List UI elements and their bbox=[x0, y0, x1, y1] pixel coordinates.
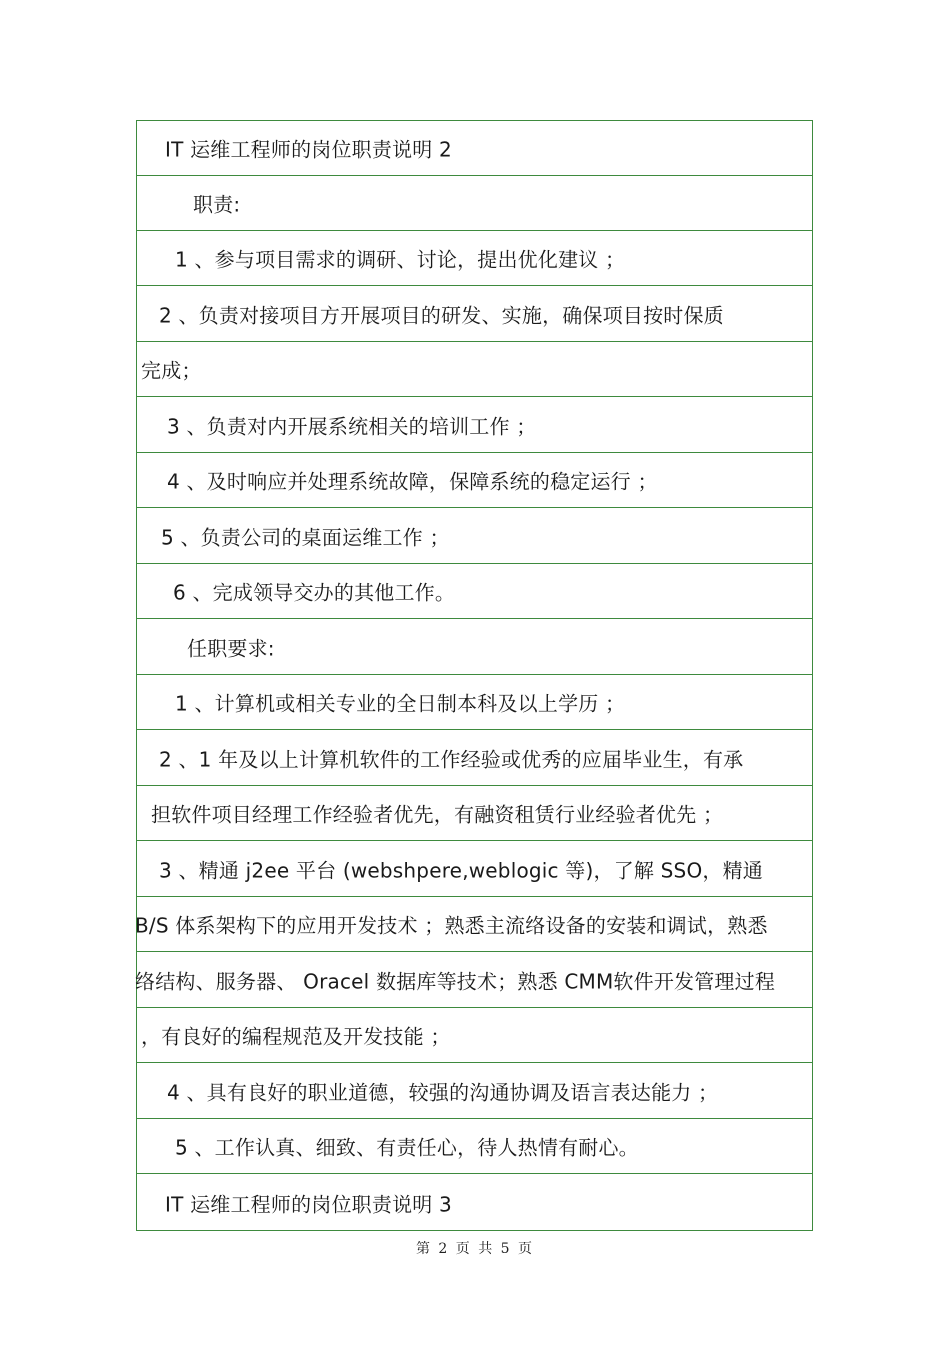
table-row bbox=[137, 1008, 812, 1063]
table-row bbox=[137, 1175, 812, 1230]
table-row bbox=[137, 897, 812, 952]
duty-item: 3 、负责对内开展系统相关的培训工作 ； bbox=[167, 414, 537, 439]
requirement-item: 3 、精通 j2ee 平台 (webshpere,weblogic 等)，了解 SSO，精通 bbox=[159, 858, 763, 883]
section-heading: 任职要求: bbox=[187, 636, 275, 661]
table-row bbox=[137, 121, 812, 176]
section-heading: 职责: bbox=[193, 192, 241, 217]
requirement-item-continuation: 络结构、服务器、 Oracel 数据库等技术；熟悉 CMM软件开发管理过程 bbox=[135, 969, 776, 994]
table-row bbox=[137, 731, 812, 786]
section-title: IT 运维工程师的岗位职责说明 3 bbox=[165, 1192, 452, 1216]
duty-item: 6 、完成领导交办的其他工作。 bbox=[173, 580, 456, 605]
table-row bbox=[137, 1119, 812, 1174]
table-row bbox=[137, 231, 812, 286]
table-row bbox=[137, 786, 812, 841]
requirement-item: 1 、计算机或相关专业的全日制本科及以上学历 ； bbox=[175, 691, 626, 716]
table-row bbox=[137, 509, 812, 564]
requirement-item-continuation: B/S 体系架构下的应用开发技术 ；熟悉主流络设备的安装和调试，熟悉 bbox=[135, 913, 768, 938]
page-footer: 第 2 页 共 5 页 bbox=[415, 1241, 535, 1257]
requirement-item-continuation: 担软件项目经理工作经验者优先，有融资租赁行业经验者优先 ； bbox=[151, 802, 724, 827]
duty-item: 1 、参与项目需求的调研、讨论，提出优化建议 ； bbox=[175, 247, 626, 272]
requirement-item-continuation: ，有良好的编程规范及开发技能 ； bbox=[141, 1024, 451, 1049]
duty-item-continuation: 完成； bbox=[141, 358, 202, 383]
table-row bbox=[137, 675, 812, 730]
table-row bbox=[137, 953, 812, 1008]
table-row bbox=[137, 176, 812, 231]
duty-item: 4 、及时响应并处理系统故障，保障系统的稳定运行 ； bbox=[167, 469, 658, 494]
requirement-item: 5 、工作认真、细致、有责任心，待人热情有耐心。 bbox=[175, 1135, 639, 1160]
duty-item: 5 、负责公司的桌面运维工作 ； bbox=[161, 525, 450, 550]
table-row bbox=[137, 287, 812, 342]
requirement-item: 2 、1 年及以上计算机软件的工作经验或优秀的应届毕业生，有承 bbox=[159, 747, 744, 772]
section-title: IT 运维工程师的岗位职责说明 2 bbox=[165, 137, 452, 162]
table-row bbox=[137, 842, 812, 897]
table-row bbox=[137, 342, 812, 397]
table-row bbox=[137, 620, 812, 675]
requirement-item: 4 、具有良好的职业道德，较强的沟通协调及语言表达能力 ； bbox=[167, 1080, 719, 1105]
table-row bbox=[137, 453, 812, 508]
document-table-frame bbox=[136, 120, 813, 1231]
duty-item: 2 、负责对接项目方开展项目的研发、实施，确保项目按时保质 bbox=[159, 303, 724, 328]
table-row bbox=[137, 398, 812, 453]
table-row bbox=[137, 1064, 812, 1119]
table-row bbox=[137, 564, 812, 619]
